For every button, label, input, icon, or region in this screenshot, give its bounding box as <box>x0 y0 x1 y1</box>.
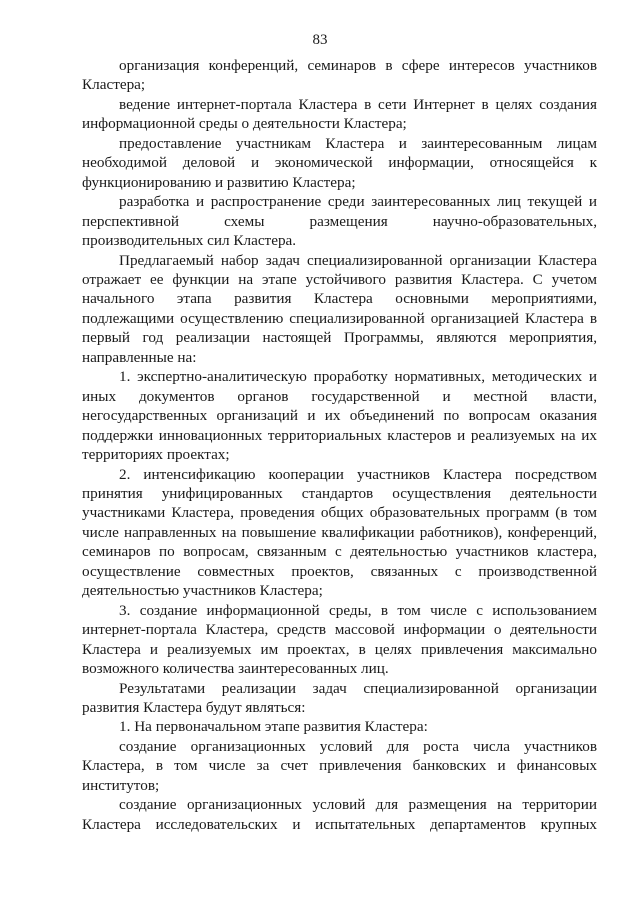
paragraph: 1. На первоначальном этапе развития Кластера: <box>119 718 428 736</box>
paragraph: предоставление участникам Кластера и заинтересованным лицам необходимой деловой и экономической информации, относящейся к функционированию и развитию Кластера; <box>82 134 597 191</box>
paragraph: 1. экспертно-аналитическую проработку нормативных, методических и иных документов органов государственной и местной власти, негосударственных организаций и их объединений по вопросам оказания поддержки инновационных территориальных кластеров и реализуемых на их территориях проектах; <box>82 368 597 464</box>
page-number: 83 <box>312 32 328 48</box>
paragraph: создание организационных условий для размещения на территории Кластера исследовательских и испытательных департаментов крупных <box>82 796 597 833</box>
paragraph: организация конференций, семинаров в сфере интересов участников Кластера; <box>82 57 597 94</box>
paragraph: ведение интернет-портала Кластера в сети Интернет в целях создания информационной среды о деятельности Кластера; <box>82 95 597 133</box>
paragraph: 2. интенсификацию кооперации участников Кластера посредством принятия унифицированных стандартов осуществления деятельности участниками Кластера, проведения общих образовательных программ (в том числе направленных на повышение квалификации работников), конференций, семинаров по вопросам, связанным с деятельностью участников кластера, осуществление совместных проектов, связанных с производственной деятельностью участников Кластера; <box>82 465 597 600</box>
paragraph: 3. создание информационной среды, в том числе с использованием интернет-портала Кластера, средств массовой информации о деятельности Кластера и реализуемых им проектах, в целях привлечения максимально возможного количества заинтересованных лиц. <box>82 601 597 678</box>
paragraph: разработка и распространение среди заинтересованных лиц текущей и перспективной схемы размещения научно-образовательных, производительных сил Кластера. <box>82 193 597 250</box>
paragraph: Результатами реализации задач специализированной организации развития Кластера будут являться: <box>82 679 597 716</box>
document-body <box>82 56 597 834</box>
paragraph: Предлагаемый набор задач специализированной организации Кластера отражает ее функции на этапе устойчивого развития Кластера. С учетом начального этапа развития Кластера основными мероприятиями, подлежащими осуществлению специализированной организацией Кластера в первый год реализации настоящей Программы, являются мероприятия, направленные на: <box>82 251 597 366</box>
paragraph: создание организационных условий для роста числа участников Кластера, в том числе за счет привлечения банковских и финансовых институтов; <box>82 737 597 794</box>
